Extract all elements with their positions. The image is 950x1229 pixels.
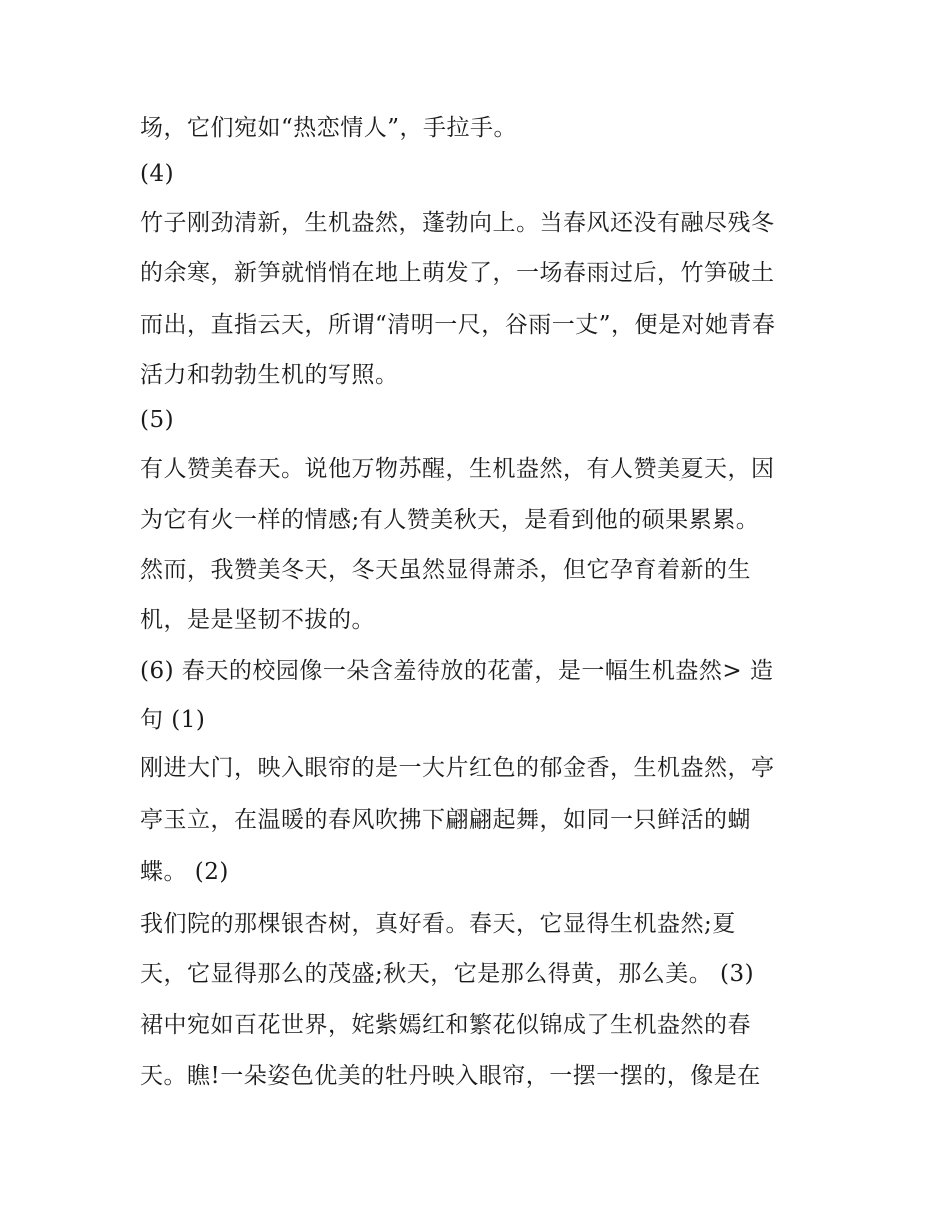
- text-line: 活力和勃勃生机的写照。: [140, 362, 399, 388]
- text-line: 为它有火一样的情感;有人赞美秋天，是看到他的硕果累累。: [140, 507, 760, 533]
- text-line: 我们院的那棵银杏树，真好看。春天，它显得生机盎然;夏: [140, 911, 736, 937]
- text-line: 蝶。 (2): [140, 859, 229, 885]
- text-line: 裙中宛如百花世界，姹紫嫣红和繁花似锦成了生机盎然的春: [140, 1012, 751, 1038]
- text-line: (5): [140, 407, 175, 433]
- text-line: 亭玉立，在温暖的春风吹拂下翩翩起舞，如同一只鲜活的蝴: [140, 807, 751, 833]
- text-line: 天，它显得那么的茂盛;秋天，它是那么得黄，那么美。 (3): [140, 961, 755, 987]
- text-line: 句 (1): [140, 707, 206, 733]
- text-line: 竹子刚劲清新，生机盎然，蓬勃向上。当春风还没有融尽残冬: [140, 210, 775, 236]
- text-line: 场，它们宛如“热恋情人”，手拉手。: [140, 115, 518, 141]
- text-line: 然而，我赞美冬天，冬天虽然显得萧杀，但它孕育着新的生: [140, 557, 751, 583]
- text-line: 有人赞美春天。说他万物苏醒，生机盎然，有人赞美夏天，因: [140, 456, 775, 482]
- text-line: (4): [140, 161, 175, 187]
- text-line: 而出，直指云天，所谓“清明一尺，谷雨一丈”，便是对她青春: [140, 312, 776, 338]
- text-line: 机，是是坚韧不拔的。: [140, 607, 375, 633]
- text-line: 的余寒，新笋就悄悄在地上萌发了，一场春雨过后，竹笋破土: [140, 260, 775, 286]
- text-line: 天。瞧!一朵姿色优美的牡丹映入眼帘，一摆一摆的，像是在: [140, 1063, 761, 1089]
- text-line: (6) 春天的校园像一朵含羞待放的花蕾，是一幅生机盎然> 造: [140, 658, 774, 684]
- text-line: 刚进大门，映入眼帘的是一大片红色的郁金香，生机盎然，亭: [140, 755, 775, 781]
